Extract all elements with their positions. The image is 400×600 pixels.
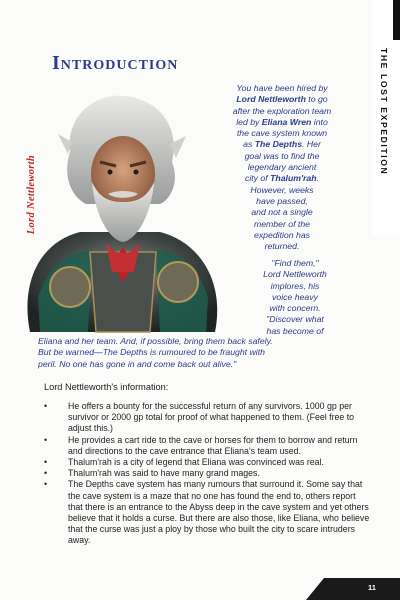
- intro-line: as The Depths. Her: [243, 139, 321, 150]
- intro-line: after the exploration team: [232, 105, 332, 116]
- information-list: [44, 401, 370, 547]
- intro-line: expedition has: [253, 229, 311, 240]
- intro-line: and not a single: [251, 207, 313, 218]
- intro-line: returned.: [264, 241, 300, 252]
- intro-line: However, weeks: [250, 184, 314, 195]
- intro-line: Lord Nettleworth to go: [236, 94, 328, 105]
- intro-line: have passed,: [256, 195, 308, 206]
- intro-line: with concern.: [269, 303, 321, 314]
- intro-line: member of the: [253, 218, 310, 229]
- page-heading: Introduction: [52, 52, 179, 74]
- intro-line: implores, his: [270, 280, 320, 291]
- chapter-tab: [372, 0, 400, 235]
- bullet-icon: •: [44, 468, 48, 479]
- bullet-icon: •: [44, 434, 48, 445]
- intro-line: You have been hired by: [236, 83, 328, 93]
- bullet-icon: •: [44, 457, 48, 468]
- intro-line: Lord Nettleworth: [263, 269, 327, 280]
- intro-line: has become of: [266, 325, 324, 336]
- information-heading: Lord Nettleworth's information:: [44, 382, 169, 392]
- chapter-title: [374, 48, 394, 238]
- intro-line: peril. No one has gone in and come back out alive.": [38, 358, 237, 369]
- portrait-caption-text: Lord Nettleworth: [25, 155, 37, 235]
- intro-text-quote: [235, 258, 355, 337]
- portrait-caption: [22, 140, 40, 250]
- list-item: • He provides a cart ride to the cave or horses for them to borrow and return and directions to the cave entrance that Eliana's team used.: [44, 434, 358, 456]
- intro-text-upper: [202, 83, 362, 252]
- intro-line: goal was to find the: [244, 150, 320, 161]
- intro-line: led by Eliana Wren into: [236, 116, 328, 127]
- intro-text-lower: [38, 336, 360, 370]
- intro-line: city of Thalum'rah.: [244, 173, 319, 184]
- intro-line: "Find them,": [271, 258, 319, 268]
- list-item: • Thalum'rah was said to have many grand mages.: [44, 468, 260, 479]
- intro-line: Eliana and her team. And, if possible, bring them back safely.: [38, 336, 273, 346]
- intro-line: the cave system known: [236, 128, 328, 139]
- list-item: • The Depths cave system has many rumours that surround it. Some say that the cave system is a maze that no one has found the end to, others report that there is an entrance to the Abyss deep in the cave system and yet others believe that it holds a curse. But there are also those, like Eliana, who believe that the curse was just a ploy by those who built the city to scare intruders away.: [44, 479, 370, 546]
- intro-line: voice heavy: [272, 291, 318, 302]
- list-item: • He offers a bounty for the successful return of any survivors. 1000 gp per survivor or 2000 gp total for proof of what happened to them. (Feel free to adjust this.): [44, 401, 355, 434]
- chapter-title-text: THE LOST EXPEDITION: [379, 48, 389, 176]
- footer-band: [306, 578, 400, 600]
- chapter-tab-bar: [393, 0, 400, 40]
- list-item: • Thalum'rah is a city of legend that Eliana was convinced was real.: [44, 457, 324, 468]
- bullet-icon: •: [44, 401, 48, 411]
- bullet-icon: •: [44, 479, 48, 490]
- page-number: 11: [368, 583, 376, 592]
- intro-line: But be warned—The Depths is rumoured to be fraught with: [38, 347, 265, 358]
- intro-line: legendary ancient: [247, 162, 317, 173]
- intro-line: "Discover what: [266, 314, 324, 325]
- lord-nettleworth-portrait: [10, 82, 232, 337]
